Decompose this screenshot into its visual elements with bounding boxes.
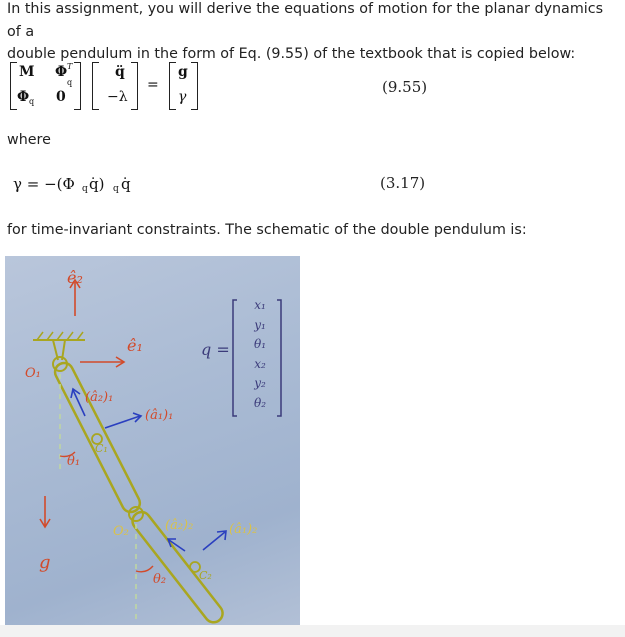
e1-label: ê₁ xyxy=(127,336,143,355)
eq2-sub-q2: q xyxy=(113,184,119,194)
gravity-label: g xyxy=(39,552,51,573)
rhs-left-bracket xyxy=(169,62,176,110)
page-bottom-strip xyxy=(0,625,625,637)
gamma-definition-head: γ = −(Φ xyxy=(13,175,75,193)
where-label: where xyxy=(7,132,51,148)
q-vector-entries xyxy=(243,296,277,413)
c1-label: C₁ xyxy=(95,442,108,455)
mass-matrix-symbol: M xyxy=(19,64,35,80)
phiq-sub-q-lower: q xyxy=(29,97,35,106)
transpose-superscript: T xyxy=(67,62,73,71)
q-entry: θ₁ xyxy=(253,337,267,351)
o1-label: O₁ xyxy=(25,366,41,381)
phiq-sub-q-upper: q xyxy=(67,78,73,87)
a1-2-label: (â₁)₂ xyxy=(229,522,258,537)
gamma-symbol: γ xyxy=(178,89,187,105)
zero-block: 0 xyxy=(56,89,66,105)
phiq-transpose-symbol: Φ xyxy=(55,64,68,80)
intro-line-2: double pendulum in the form of Eq. (9.55) of the textbook that is copied below: xyxy=(7,46,576,62)
matrix-right-bracket xyxy=(74,62,81,110)
conclusion-paragraph: for time-invariant constraints. The schematic of the double pendulum is: xyxy=(7,222,527,238)
theta2-label: θ₂ xyxy=(153,572,167,587)
gamma-definition-rest: q̇) xyxy=(89,175,105,193)
intro-line-1: In this assignment, you will derive the equations of motion for the planar dynamics of a xyxy=(7,1,604,40)
neg-lambda-symbol: −λ xyxy=(107,89,128,105)
equation-number-3-17: (3.17) xyxy=(380,174,426,192)
q-entry: θ₂ xyxy=(253,395,267,410)
vector-right-bracket xyxy=(131,62,138,110)
vector-left-bracket xyxy=(92,62,99,110)
c2-label: C₂ xyxy=(199,569,212,582)
gamma-definition-qdot: q̇ xyxy=(121,175,131,193)
equation-number-9-55: (9.55) xyxy=(382,78,428,96)
eq2-sub-q1: q xyxy=(82,184,88,194)
double-pendulum-schematic xyxy=(5,256,300,625)
qdd-symbol: q̈ xyxy=(115,64,125,80)
e2-label: ê₂ xyxy=(67,268,83,287)
a2-1-label: (â₂)₁ xyxy=(85,390,114,405)
q-entry: y₂ xyxy=(254,376,266,390)
rhs-right-bracket xyxy=(191,62,198,110)
a1-1-label: (â₁)₁ xyxy=(145,408,174,423)
a2-2-label: (â₂)₂ xyxy=(165,518,194,533)
q-entry: x₁ xyxy=(254,298,266,312)
theta1-label: θ₁ xyxy=(67,454,81,469)
matrix-left-bracket xyxy=(10,62,17,110)
equals-sign: = xyxy=(147,77,159,93)
q-entry: x₂ xyxy=(254,356,266,371)
o2-label: O₂ xyxy=(113,524,129,539)
link-1 xyxy=(52,360,143,515)
g-vector-symbol: g xyxy=(178,64,188,80)
q-vector-label: q = xyxy=(201,340,230,359)
intro-paragraph xyxy=(7,0,619,66)
phiq-symbol: Φ xyxy=(17,89,30,105)
q-entry: y₁ xyxy=(254,317,266,332)
